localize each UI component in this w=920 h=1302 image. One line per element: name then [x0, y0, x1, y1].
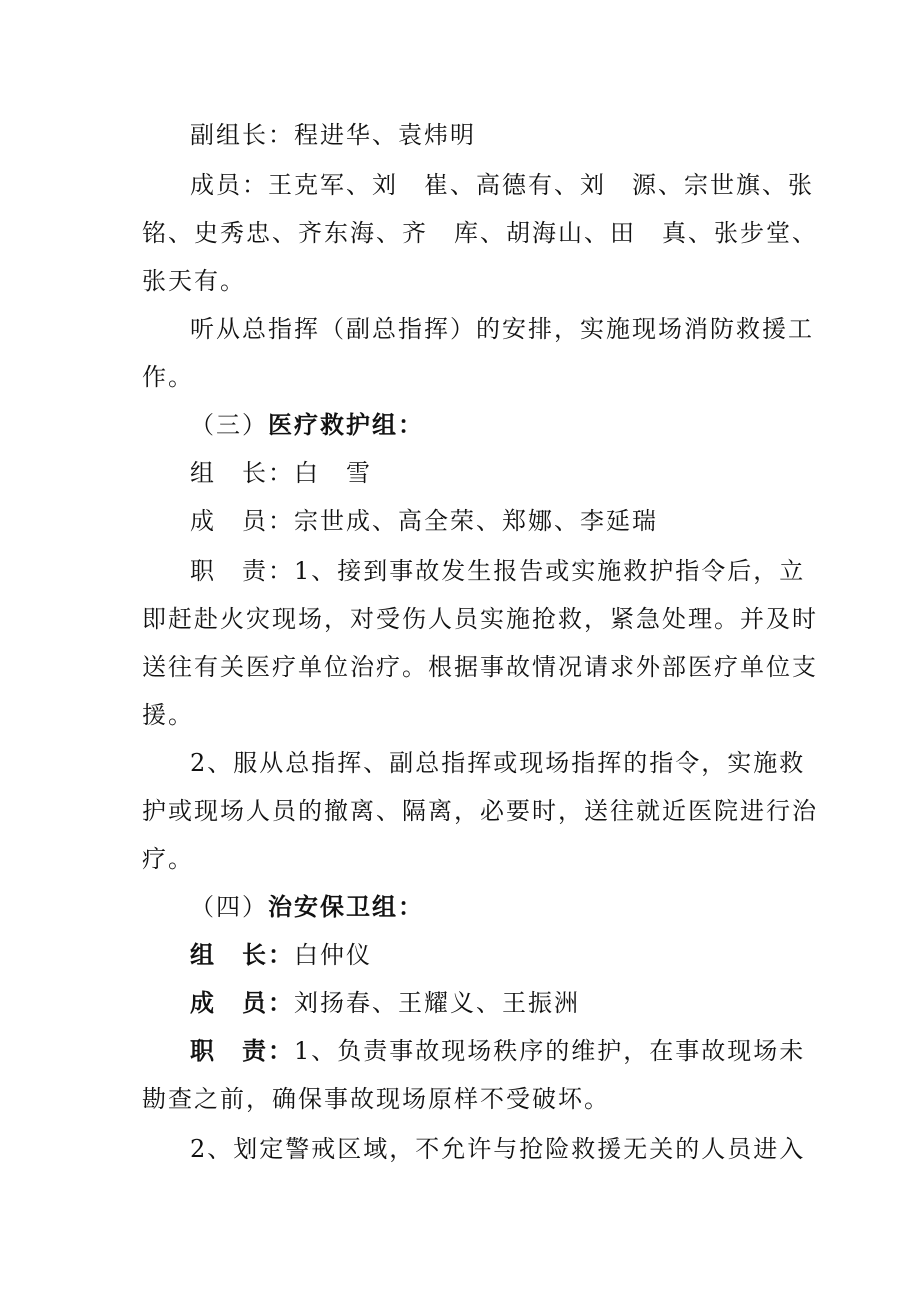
section-3-heading	[190, 410, 424, 440]
medical-members-line	[190, 506, 658, 536]
deputy-leader-line: 副组长：程进华、袁炜明	[190, 121, 476, 149]
security-members-value: 刘扬春、王耀义、王振洲	[294, 989, 580, 1017]
medical-duty-line-4: 援。	[142, 701, 194, 729]
security-members-line	[190, 988, 580, 1018]
security-leader-value: 白仲仪	[294, 941, 372, 969]
section-3-title: 医疗救护组：	[268, 410, 424, 439]
medical-duty-2-line-3: 疗。	[142, 845, 194, 873]
medical-duty-2-line-2: 护或现场人员的撤离、隔离，必要时，送往就近医院进行治	[142, 797, 818, 825]
medical-duty-line-1: 职 责：1、接到事故发生报告或实施救护指令后，立	[190, 557, 806, 585]
security-duty-2-line-1: 2、划定警戒区域，不允许与抢险救援无关的人员进入	[190, 1135, 806, 1163]
security-duty-line-1	[190, 1036, 805, 1066]
medical-duty-line-2: 即赶赴火灾现场，对受伤人员实施抢救，紧急处理。并及时	[142, 605, 818, 633]
security-leader-line	[190, 940, 372, 970]
security-duty-label: 职 责：	[190, 1036, 294, 1065]
members-line-2: 铭、史秀忠、齐东海、齐 库、胡海山、田 真、张步堂、	[142, 219, 818, 247]
section-4-title: 治安保卫组：	[268, 892, 424, 921]
section-3-prefix: （三）	[190, 411, 268, 439]
security-leader-label: 组 长：	[190, 940, 294, 969]
members-line-3: 张天有。	[142, 267, 246, 295]
medical-leader-label: 组 长：	[190, 459, 294, 487]
medical-leader-value: 白 雪	[294, 459, 372, 487]
medical-leader-line	[190, 458, 372, 488]
security-duty-line-2: 勘查之前，确保事故现场原样不受破坏。	[142, 1085, 610, 1113]
members-line-1: 成员：王克军、刘 崔、高德有、刘 源、宗世旗、张	[190, 171, 814, 199]
medical-members-value: 宗世成、高全荣、郑娜、李延瑞	[294, 507, 658, 535]
duty-line-1: 听从总指挥（副总指挥）的安排，实施现场消防救援工	[190, 315, 814, 343]
medical-duty-line-3: 送往有关医疗单位治疗。根据事故情况请求外部医疗单位支	[142, 653, 818, 681]
security-duty-value: 1、负责事故现场秩序的维护，在事故现场未	[294, 1037, 806, 1065]
medical-members-label: 成 员：	[190, 507, 294, 535]
security-members-label: 成 员：	[190, 988, 294, 1017]
medical-duty-2-line-1: 2、服从总指挥、副总指挥或现场指挥的指令，实施救	[190, 749, 806, 777]
section-4-prefix: （四）	[190, 893, 268, 921]
duty-line-2: 作。	[142, 363, 194, 391]
section-4-heading	[190, 892, 424, 922]
